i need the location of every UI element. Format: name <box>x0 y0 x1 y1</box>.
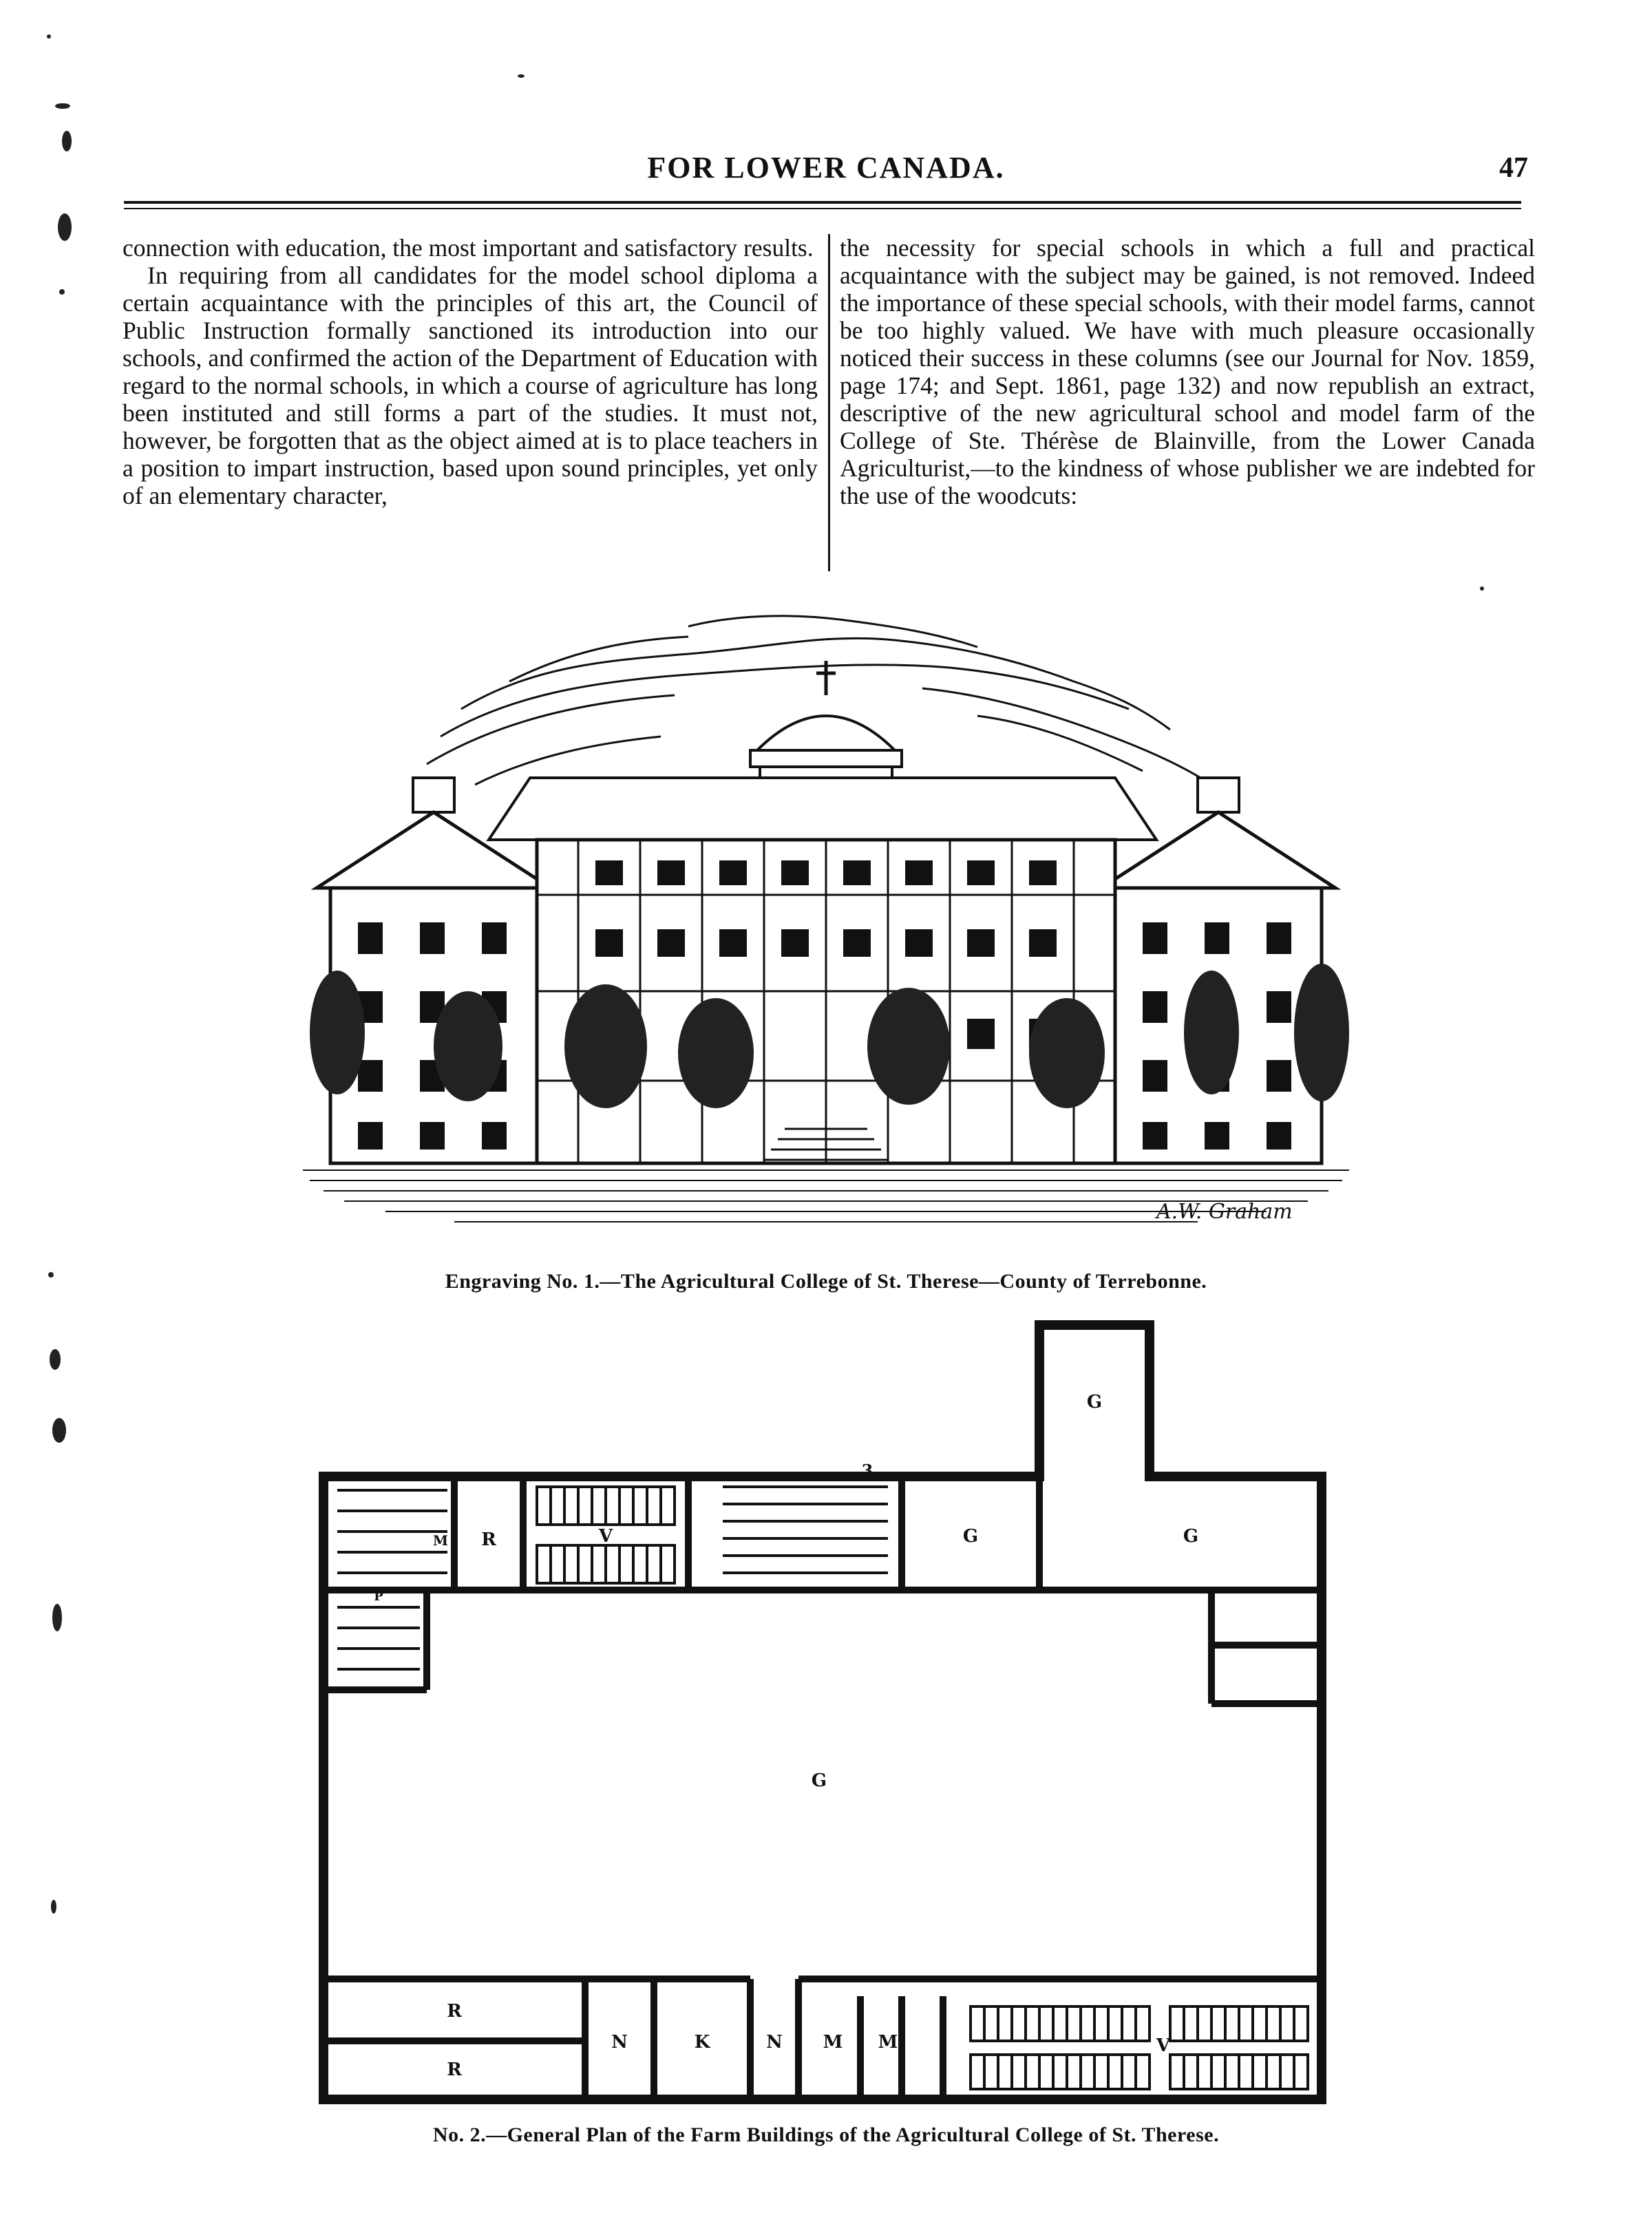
room-label: R <box>447 2059 462 2080</box>
scan-speck <box>58 213 72 241</box>
scan-speck <box>52 1604 62 1631</box>
paragraph: the necessity for special schools in which a full and practical acquaintance with the subject may be gained, is not removed. Indeed the importance of these special schools, with their model farms, cannot be too highly valued. We have with much pleasure occasionally noticed their success in these columns (see our Journal for Nov. 1859, page 174; and Sept. 1861, page 132) and now republish an extract, descriptive of the new agricultural school and model farm of the College of Ste. Thérèse de Blainville, from the Lower Canada Agriculturist,—to the kindness of whose publisher we are indebted for the use of the woodcuts: <box>840 234 1535 509</box>
college-engraving <box>303 606 1349 1232</box>
room-label: M <box>823 2032 843 2053</box>
scan-speck <box>47 34 51 39</box>
stalls-bottom <box>971 2006 1308 2089</box>
column-divider <box>828 234 830 571</box>
engraver-signature: A.W. Graham <box>1156 1200 1293 1224</box>
scan-speck <box>1480 586 1484 591</box>
room-label: G <box>962 1526 979 1547</box>
room-label: G <box>1183 1526 1199 1547</box>
page-number: 47 <box>1499 152 1528 184</box>
scan-speck <box>518 74 525 78</box>
room-label: R <box>447 2001 462 2022</box>
running-title: FOR LOWER CANADA. <box>647 151 1005 184</box>
scan-speck <box>50 1349 61 1370</box>
scan-speck <box>55 103 70 109</box>
room-label: V <box>598 1526 613 1547</box>
room-label: R <box>481 1529 496 1550</box>
main-roof <box>489 778 1156 840</box>
room-label: P <box>374 1589 383 1604</box>
paragraph: In requiring from all candidates for the model school diploma a certain acquaintance with the principles of this art, the Council of Public Instruction formally sanctioned its introduction into our schools, and confirmed the action of the Department of Education with regard to the normal schools, in which a course of agriculture has long been instituted and still forms a part of the studies. It must not, however, be forgotten that as the object aimed at is to place teachers in a position to impart instruction, based upon sound principles, yet only of an elementary character, <box>123 262 818 509</box>
running-head <box>124 150 1528 191</box>
text-column-left <box>123 234 818 578</box>
stalls-top <box>337 1487 888 1669</box>
paragraph: connection with education, the most important and satisfactory results. <box>123 234 814 262</box>
room-label: M <box>432 1532 449 1549</box>
farm-building-plan <box>296 1318 1370 2110</box>
room-label: V <box>1156 2035 1171 2056</box>
room-label: N <box>766 2032 783 2053</box>
top-range <box>324 1476 1322 1704</box>
room-label: N <box>611 2032 628 2053</box>
room-label: K <box>694 2032 710 2053</box>
room-label: G <box>1086 1392 1103 1412</box>
room-label: G <box>811 1770 827 1791</box>
scan-speck <box>52 1418 66 1443</box>
scan-speck <box>51 1900 56 1914</box>
header-rule-thin <box>124 208 1521 209</box>
room-label: 3 <box>861 1461 873 1481</box>
engraving-caption: Engraving No. 1.—The Agricultural College of St. Therese—County of Terrebonne. <box>445 1270 1207 1293</box>
scan-speck <box>62 131 72 151</box>
plan-walls <box>324 1325 1322 2099</box>
header-rule-thick <box>124 201 1521 204</box>
room-label: M <box>878 2032 898 2053</box>
plan-caption: No. 2.—General Plan of the Farm Buildings of the Agricultural College of St. Therese. <box>432 2124 1220 2146</box>
scan-speck <box>59 289 65 295</box>
text-column-right <box>840 234 1535 578</box>
